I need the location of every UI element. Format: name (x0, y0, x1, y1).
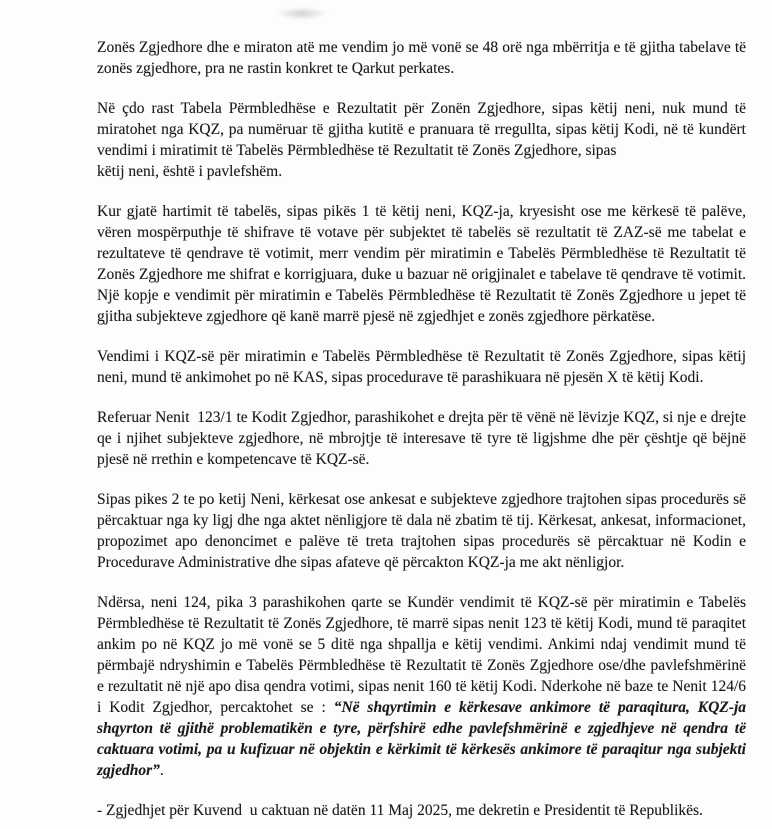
paragraph-3 (97, 201, 750, 327)
paragraph-8 (97, 800, 746, 821)
paragraph-1 (97, 37, 750, 79)
paragraph-7-text: Ndërsa, neni 124, pika 3 parashikohen qarte se Kundër vendimit të KQZ-së për miratimin e Tabelës Përmbledhëse të Rezultatit të Zonës Zgjedhore, të marrë sipas nenit 123 të këtij Kodi, mund të paraqitet ankim po në KQZ jo më vonë se 5 ditë nga shpallja e këtij vendimi. Ankimi ndaj vendimit mund të përmbajë ndryshimin e Tabelës Përmbledhëse të Rezultatit të Zonës Zgjedhore ose/dhe pavlefshmërinë e rezultatit në një apo disa qendra votimi, sipas nenit 160 të këtij Kodi. Nderkohe në baze te Nenit 124/6 i Kodit Zgjedhor, percaktohet se : (97, 594, 750, 716)
paragraph-3-text: Kur gjatë hartimit të tabelës, sipas pikës 1 të këtij neni, KQZ-ja, kryesisht ose me kërkesë të palëve, vëren mospërputhje të shifrave të votave për subjektet të tabelës së rezultatit të ZAZ-së me tabelat e rezultateve të qendrave të votimit, merr vendim për miratimin e Tabelës Përmbledhëse të Rezultatit të Zonës Zgjedhore me shifrat e korrigjuara, duke u bazuar në origjinalet e tabelave të qendrave të votimit. Një kopje e vendimit për miratimin e Tabelës Përmbledhëse të Rezultatit të Zonës Zgjedhore u jepet të gjitha subjekteve zgjedhore që kanë marrë pjesë në zgjedhjet e zonës zgjedhore përkatëse. (97, 203, 750, 325)
paragraph-2-text-line1: Në çdo rast Tabela Përmbledhëse e Rezultatit për Zonën Zgjedhore, sipas këtij neni, nuk mund të miratohet nga KQZ, pa numëruar të gjitha kutitë e pranuara të rregullta, sipas këtij Kodi, në të kundërt vendimi i miratimit të Tabelës Përmbledhëse të Rezultatit të Zonës Zgjedhore, sipas (97, 100, 750, 159)
paragraph-7-quote: “Në shqyrtimin e kërkesave ankimore të paraqitura, KQZ-ja shqyrton të gjithë problematikën e tyre, përfshirë edhe pavlefshmërinë e zgjedhjeve në qendra të caktuara votimi, pa u kufizuar në objektin e kërkimit të kërkesës ankimore të paraqitur nga subjekti zgjedhor” (97, 699, 750, 779)
paragraph-2 (97, 98, 750, 182)
paragraph-2-text-line2: këtij neni, është i pavlefshëm. (97, 163, 283, 180)
paragraph-7 (97, 592, 750, 781)
paragraph-1-text: Zonës Zgjedhore dhe e miraton atë me vendim jo më vonë se 48 orë nga mbërritja e të gjitha tabelave të zonës zgjedhore, pra ne rastin konkret te Qarkut perkates. (97, 39, 750, 77)
paragraph-6-text: Sipas pikes 2 te po ketij Neni, kërkesat ose ankesat e subjekteve zgjedhore trajtohen sipas procedurës së përcaktuar nga ky ligj dhe nga aktet nënligjore të dala në zbatim të tij. Kërkesat, ankesat, informacionet, propozimet apo denoncimet e palëve të treta trajtohen sipas procedurës së përcaktuar në Kodin e Procedurave Administrative dhe sipas afateve që përcakton KQZ-ja me akt nënligjor. (97, 491, 750, 571)
paragraph-7-end: . (159, 762, 164, 779)
paragraph-4-text: Vendimi i KQZ-së për miratimin e Tabelës Përmbledhëse të Rezultatit të Zonës Zgjedhore, sipas këtij neni, mund të ankimohet po në KAS, sipas procedurave të parashikuara në pjesën X të këtij Kodi. (97, 348, 750, 386)
paragraph-4 (97, 346, 750, 388)
paragraph-5 (97, 407, 750, 470)
scan-artifact (276, 7, 328, 20)
paragraph-5-text: Referuar Nenit 123/1 te Kodit Zgjedhor, parashikohet e drejta për të vënë në lëvizje KQZ, si nje e drejte qe i njihet subjekteve zgjedhore, në mbrojtje të interesave të tyre të ligjshme dhe për çështje që bëjnë pjesë në rrethin e kompetencave të KQZ-së. (97, 409, 750, 468)
paragraph-8-text: - Zgjedhjet për Kuvend u caktuan në datën 11 Maj 2025, me dekretin e Presidentit të Republikës. (97, 802, 703, 819)
paragraph-6 (97, 489, 750, 573)
